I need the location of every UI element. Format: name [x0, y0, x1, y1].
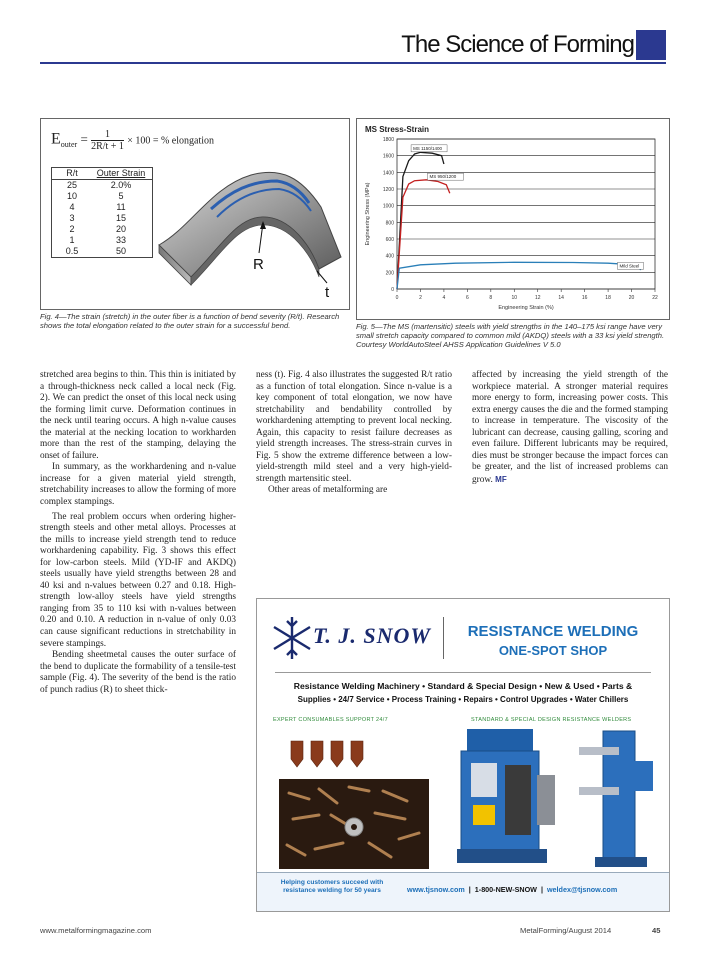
figure-4-caption: Fig. 4—The strain (stretch) in the outer fiber is a function of bend severity (R/t). Research shows the total elongation related to the outer strain for a successful bend.: [40, 312, 340, 330]
paragraph: affected by increasing the yield strength of the workpiece material. A stronger material requires more energy to form, increasing power costs. This extra energy causes the die and the formed stamping to increase in temperature. The viscosity of the lubricant can decrease, causing galling, scoring and even failure. Different lubricants may be required, dies must be stronger because the impact forces can be greater, and the list of increased problems can grow. MF: [472, 370, 668, 485]
section-marker: [636, 30, 666, 60]
x-tick-label: 22: [652, 295, 658, 301]
advertisement[interactable]: [256, 598, 670, 912]
x-tick-label: 10: [511, 295, 518, 301]
figure-4: [40, 118, 350, 310]
x-tick-label: 2: [419, 295, 422, 301]
body-column-2: [256, 370, 452, 497]
bent-sheet-illustration: [151, 157, 347, 307]
bend-strain-table: R/t Outer Strain 25 2.0% 10 5 4 11 3 15 2 20 1 33 0.5 50: [51, 167, 153, 258]
electrode-tips-image: [287, 737, 377, 769]
y-tick-label: 1400: [382, 170, 394, 177]
spot-welder-image: [573, 725, 663, 873]
ad-phone[interactable]: 1-800-NEW-SNOW: [474, 885, 537, 894]
y-axis-label: Engineering Stress (MPa): [365, 182, 371, 246]
series-label: MS 1150/1400: [413, 145, 443, 151]
x-tick-label: 12: [534, 295, 541, 301]
ad-tagline: Helping customers succeed with resistance welding for 50 years: [280, 879, 384, 894]
y-tick-label: 1800: [382, 137, 394, 143]
snowflake-logo-icon: [273, 615, 311, 661]
ad-email-link[interactable]: weldex@tjsnow.com: [546, 885, 618, 894]
ad-services-line-2: Supplies • 24/7 Service • Process Training • Repairs • Control Upgrades • Water Chillers: [297, 695, 629, 704]
radius-label: R: [253, 256, 264, 273]
elongation-formula: $E_{outer}$ = $\frac{1}{2R/t + 1}$ × 100 = % elongation: [51, 129, 215, 152]
ad-company-name: T. J. SNOW: [313, 623, 431, 648]
end-mark: MF: [495, 474, 507, 484]
y-tick-label: 0: [391, 287, 394, 293]
section-title: The Science of Forming: [401, 31, 634, 58]
y-tick-label: 200: [385, 270, 394, 277]
ad-headline: RESISTANCE WELDING: [467, 623, 639, 640]
paragraph: In summary, as the workhardening and n-value increase for a given material yield strength, stretchability increases to allow the forming of more complex stampings.: [40, 462, 236, 508]
stress-strain-chart: [357, 133, 669, 319]
x-tick-label: 14: [558, 295, 564, 301]
footer-issue: MetalForming/August 2014: [520, 926, 612, 935]
x-tick-label: 20: [628, 295, 635, 301]
x-tick-label: 16: [581, 295, 588, 301]
thickness-label: t: [325, 284, 330, 301]
ad-rule: [275, 672, 651, 673]
y-tick-label: 1200: [382, 187, 394, 193]
y-tick-label: 1000: [382, 203, 394, 210]
paragraph: The real problem occurs when ordering higher-strength steels and other metal alloys. Processes at the mills to increase yield strength tend to reduce workhardening capability. Fig. 3 shows this effect for low-carbon steels. Mild (YD-IF and AKDQ) steels usually have yield strengths between 28 and 40 ksi and n-values between 0.27 and 0.18. High-strength low-alloy steels have yield strengths ranging from 35 to 110 ksi with n-values between 0.20 and 0.10. A reduction in n-value of only 0.03 can cause significant reductions in stretchability in severe stampings.: [40, 511, 236, 649]
chart-title: MS Stress-Strain: [365, 125, 430, 134]
y-tick-label: 1600: [382, 153, 394, 160]
paragraph: ness (t). Fig. 4 also illustrates the suggested R/t ratio as a function of total elongation. Since n-value is a key component of total elongation, we now have stretchability and bendability controlled by workhardening attempting to prevent local necking. Again, this capacity to resist failure decreases as yield strength increases. The stress-strain curves in Fig. 5 show the extreme difference between a low-yield-strength mild steel and a very high-yield-strength martensitic steel.: [256, 370, 452, 484]
x-tick-label: 0: [395, 295, 399, 301]
footer-url: www.metalformingmagazine.com: [40, 926, 152, 935]
paragraph: Bending sheetmetal causes the outer surface of the bend to duplicate the formability of a tensile-test sample (Fig. 4). The severity of the bend is the ratio of punch radius (R) to sheet thick-: [40, 650, 236, 695]
plot-area: [397, 139, 655, 289]
series-label: Mild Steel: [619, 263, 640, 269]
ad-contact-bar: [257, 872, 669, 911]
figure-5: [356, 118, 670, 320]
ad-sub-left: EXPERT CONSUMABLES SUPPORT 24/7: [273, 717, 388, 723]
ad-sub-right: STANDARD & SPECIAL DESIGN RESISTANCE WELDERS: [471, 717, 632, 723]
x-tick-label: 4: [442, 295, 446, 301]
x-tick-label: 8: [489, 295, 493, 301]
paragraph: Other areas of metalforming are: [268, 485, 388, 496]
ad-divider: [443, 617, 444, 659]
y-tick-label: 400: [385, 253, 394, 260]
ad-services-line-1: Resistance Welding Machinery • Standard & Special Design • New & Used • Parts &: [293, 681, 633, 691]
x-tick-label: 6: [465, 295, 469, 301]
y-tick-label: 600: [385, 237, 394, 243]
page-number: 45: [652, 926, 661, 935]
x-tick-label: 18: [605, 295, 611, 301]
paragraph: stretched area begins to thin. This thin is initiated by a through-thickness neck called a local neck (Fig. 2). We can predict the onset of this local neck using the forming limit curve. Deformation continues in the neck until tearing occurs. A high n-value causes the material at the necking location to workharden more than the rest of the stamping, delaying the onset of failure.: [40, 370, 236, 461]
header-rule: [40, 62, 666, 64]
figure-5-caption: Fig. 5—The MS (martensitic) steels with yield strengths in the 140–175 ksi range have very small stretch capacity compared to common mild (AKDQ) steels with a 33 ksi yield strength. Courtesy WorldAutoSteel AHSS Application Guidelines V 5.0: [356, 322, 665, 349]
body-column-1: [40, 370, 236, 696]
series-label: MS 950/1200: [429, 174, 457, 180]
parts-assortment-image: [279, 779, 429, 869]
x-axis-label: Engineering Strain (%): [498, 305, 554, 311]
ad-website-link[interactable]: www.tjsnow.com: [407, 885, 465, 894]
ad-subheadline: ONE-SPOT SHOP: [498, 643, 608, 658]
ad-contact: www.tjsnow.com | 1-800-NEW-SNOW | weldex@tjsnow.com: [407, 885, 618, 894]
body-column-3: [472, 370, 668, 486]
welding-press-image: [453, 725, 563, 869]
y-tick-label: 800: [385, 220, 394, 227]
